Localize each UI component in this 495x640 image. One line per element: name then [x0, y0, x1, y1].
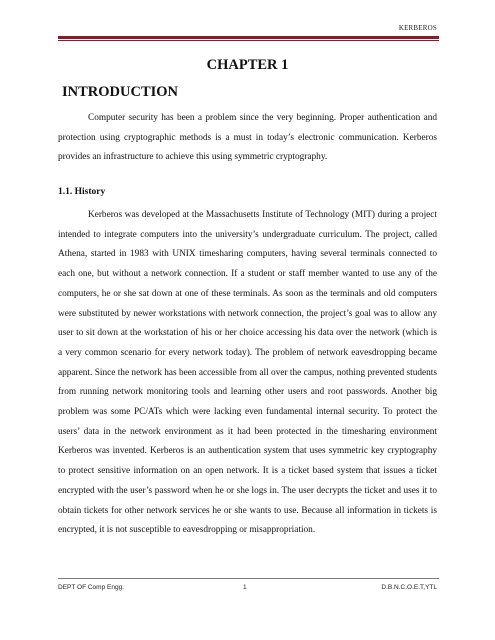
chapter-title: INTRODUCTION [62, 84, 179, 100]
footer-rule [58, 578, 439, 579]
chapter-label: CHAPTER 1 [206, 57, 289, 73]
header-rule [58, 36, 439, 39]
page-number: 1 [243, 584, 247, 591]
footer-department: DEPT OF Comp Engg. [58, 584, 124, 591]
header-rule-thin [58, 40, 439, 41]
running-title: KERBEROS [398, 24, 437, 32]
footer-institution: D.B.N.C.O.E.T,YTL [381, 584, 437, 591]
section-heading: 1.1. History [58, 187, 106, 197]
history-paragraph: Kerberos was developed at the Massachusetts Institute of Technology (MIT) during a project intended to integrate computers into the university’s undergraduate curriculum. The project, called Athena, started in 1983 with UNIX timesharing computers, having several terminals connected to each one, but without a network connection. If a student or staff member wanted to use any of the computers, he or she sat down at one of these terminals. As soon as the terminals and old computers were substituted by newer workstations with network connection, the project’s goal was to allow any user to sit down at the workstation of his or her choice accessing his data over the network (which is a very common scenario for every network today). The problem of network eavesdropping became apparent. Since the network has been accessible from all over the campus, nothing prevented students from running network monitoring tools and learning other users and root passwords. Another big problem was some PC/ATs which were lacking even fundamental internal security. To protect the users’ data in the network environment as it had been protected in the timesharing environment Kerberos was invented. Kerberos is an authentication system that uses symmetric key cryptography to protect sensitive information on an open network. It is a ticket based system that issues a ticket encrypted with the user’s password when he or she logs in. The user decrypts the ticket and uses it to obtain tickets for other network services he or she wants to use. Because all information in tickets is encrypted, it is not susceptible to eavesdropping or misappropriation. [58, 210, 437, 536]
intro-paragraph: Computer security has been a problem since the very beginning. Proper authentication and protection using cryptographic methods is a must in today’s electronic communication. Kerberos provides an infrastructure to achieve this using symmetric cryptography. [58, 113, 437, 163]
